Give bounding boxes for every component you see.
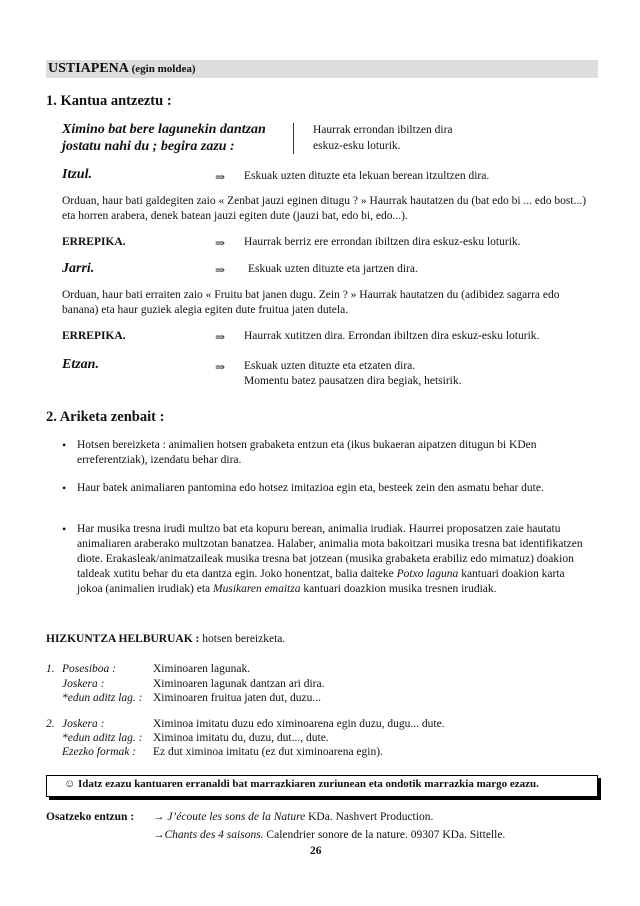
reference-2-detail: Calendrier sonore de la nature. 09307 KDa. Sittelle. (263, 829, 506, 841)
reference-1 (153, 811, 433, 823)
lyrics-line-1: Ximino bat bere lagunekin dantzan (62, 122, 266, 137)
bullet-text-1: Hotsen bereizketa : animalien hotsen grabaketa entzun eta (ikus bukaeran aipatzen ditugun bi KDen erreferentziak), izendatu behar dira. (77, 439, 537, 466)
errepika1-text: Haurrak berriz ere errondan ibiltzen dira eskuz-esku loturik. (244, 236, 521, 248)
etzan-text-1: Eskuak uzten dituzte eta etzaten dira. (244, 360, 416, 372)
hizkuntza-line (46, 633, 285, 645)
smiley-icon: ☺ (64, 778, 76, 790)
reference-2-title: Chants des 4 saisons. (164, 829, 264, 841)
g1-key-3: *edun aditz lag. : (62, 692, 143, 704)
g1-value-3: Ximinoaren fruitua jaten dut, duzu... (153, 692, 321, 704)
reference-2 (153, 829, 505, 841)
instruction-line (64, 778, 539, 790)
lyrics-line-2: jostatu nahi du ; begira zazu : (62, 139, 235, 154)
bullet-icon: • (62, 522, 67, 536)
section-header (48, 61, 196, 77)
osatzeko-label: Osatzeko entzun : (46, 811, 135, 823)
errepika2-label: ERREPIKA. (62, 330, 126, 342)
g1-key-1: Posesiboa : (62, 663, 116, 675)
etzan-text-2: Momentu batez pausatzen dira begiak, hetsirik. (244, 375, 462, 387)
itzul-text: Eskuak uzten dituzte eta lekuan berean itzultzen dira. (244, 170, 490, 182)
lyrics-divider (293, 123, 294, 154)
bullet3-title-2: Musikaren emaitza (213, 583, 301, 595)
arrow-right-icon: → (153, 829, 165, 841)
paragraph-1: Orduan, haur bati galdegiten zaio « Zenbat jauzi eginen ditugu ? » Haurrak hautatzen du (bat edo bi ... edo bost...) eta horren arabera, denek batean jauzi egiten dute (jauzi bat, edo bi, edo...). (62, 195, 587, 222)
group2-number: 2. (46, 718, 55, 730)
header-title: USTIAPENA (48, 61, 129, 76)
etzan-arrow: ⇒ (215, 360, 226, 374)
hizkuntza-label: HIZKUNTZA HELBURUAK : (46, 633, 200, 645)
paragraph-2: Orduan, haur bati erraiten zaio « Fruitu bat janen dugu. Zein ? » Haurrak hautatzen du (adibidez sagarra edo banana) eta haur guziek alegia egiten dute fruitua jaten dutela. (62, 289, 560, 316)
g2-key-3: Ezezko formak : (62, 746, 137, 758)
lyrics-note-1: Haurrak errondan ibiltzen dira (313, 124, 453, 136)
g2-value-1: Ximinoa imitatu duzu edo ximinoarena egin duzu, dugu... dute. (153, 718, 445, 730)
itzul-label: Itzul. (62, 167, 92, 182)
reference-1-detail: KDa. Nashvert Production. (305, 811, 434, 823)
bullet-icon: • (62, 481, 67, 495)
instruction-text: Idatz ezazu kantuaren erranaldi bat marrazkiaren zuriunean eta ondotik marrazkia margo ezazu. (77, 778, 539, 790)
g2-value-3: Ez dut ximinoa imitatu (ez dut ximinoarena egin). (153, 746, 383, 758)
section1-heading: 1. Kantua antzeztu : (46, 93, 172, 109)
bullet-icon: • (62, 438, 67, 452)
itzul-arrow: ⇒ (215, 170, 226, 184)
lyrics-note-2: eskuz-esku loturik. (313, 140, 401, 152)
g2-key-1: Joskera : (62, 718, 105, 730)
etzan-label: Etzan. (62, 357, 99, 372)
errepika2-arrow: ⇒ (215, 330, 226, 344)
g2-value-2: Ximinoa imitatu du, duzu, dut..., dute. (153, 732, 329, 744)
header-subtitle: (egin moldea) (131, 63, 196, 75)
g1-key-2: Joskera : (62, 678, 105, 690)
g2-key-2: *edun aditz lag. : (62, 732, 143, 744)
errepika1-arrow: ⇒ (215, 236, 226, 250)
g1-value-1: Ximinoaren lagunak. (153, 663, 251, 675)
bullet3-part-a: Har musika tresna irudi multzo bat eta kopuru berean, animalia irudiak. Haurrei proposatzen zaie hautatu animaliaren araberako multzotan banatzea. Halaber, animalia mota bakoitzari musika tresna bat identifikatzen diote. Erakasleak/animatzaileak musika tresna bat jotzean (musika grabaketa erabiliz edo mimatuz) doakion taldeak xutitu behar du eta dantza egin. Joko honentzat, balia daiteke (77, 523, 583, 580)
reference-1-title: J’écoute les sons de la Nature (167, 811, 306, 823)
bullet3-title-1: Potxo laguna (396, 568, 459, 580)
bullet3-part-b: kantuari doakion karta jokoa (animalien irudiak) eta (77, 568, 565, 595)
errepika2-text: Haurrak xutitzen dira. Errondan ibiltzen dira eskuz-esku loturik. (244, 330, 540, 342)
bullet-text-3 (77, 522, 592, 597)
jarri-label: Jarri. (62, 261, 95, 276)
page-number: 26 (310, 845, 322, 857)
errepika1-label: ERREPIKA. (62, 236, 126, 248)
group1-number: 1. (46, 663, 55, 675)
jarri-arrow: ⇒ (215, 263, 226, 277)
section2-heading: 2. Ariketa zenbait : (46, 409, 165, 425)
hizkuntza-text: hotsen bereizketa. (199, 633, 286, 645)
jarri-text: Eskuak uzten dituzte eta jartzen dira. (248, 263, 418, 275)
bullet-text-2: Haur batek animaliaren pantomina edo hotsez imitazioa egin eta, besteek zein den asmatu behar dute. (77, 482, 544, 494)
arrow-right-icon: → (153, 811, 165, 823)
g1-value-2: Ximinoaren lagunak dantzan ari dira. (153, 678, 325, 690)
bullet3-part-c: kantuari doazkion musika tresnen irudiak. (300, 583, 497, 595)
